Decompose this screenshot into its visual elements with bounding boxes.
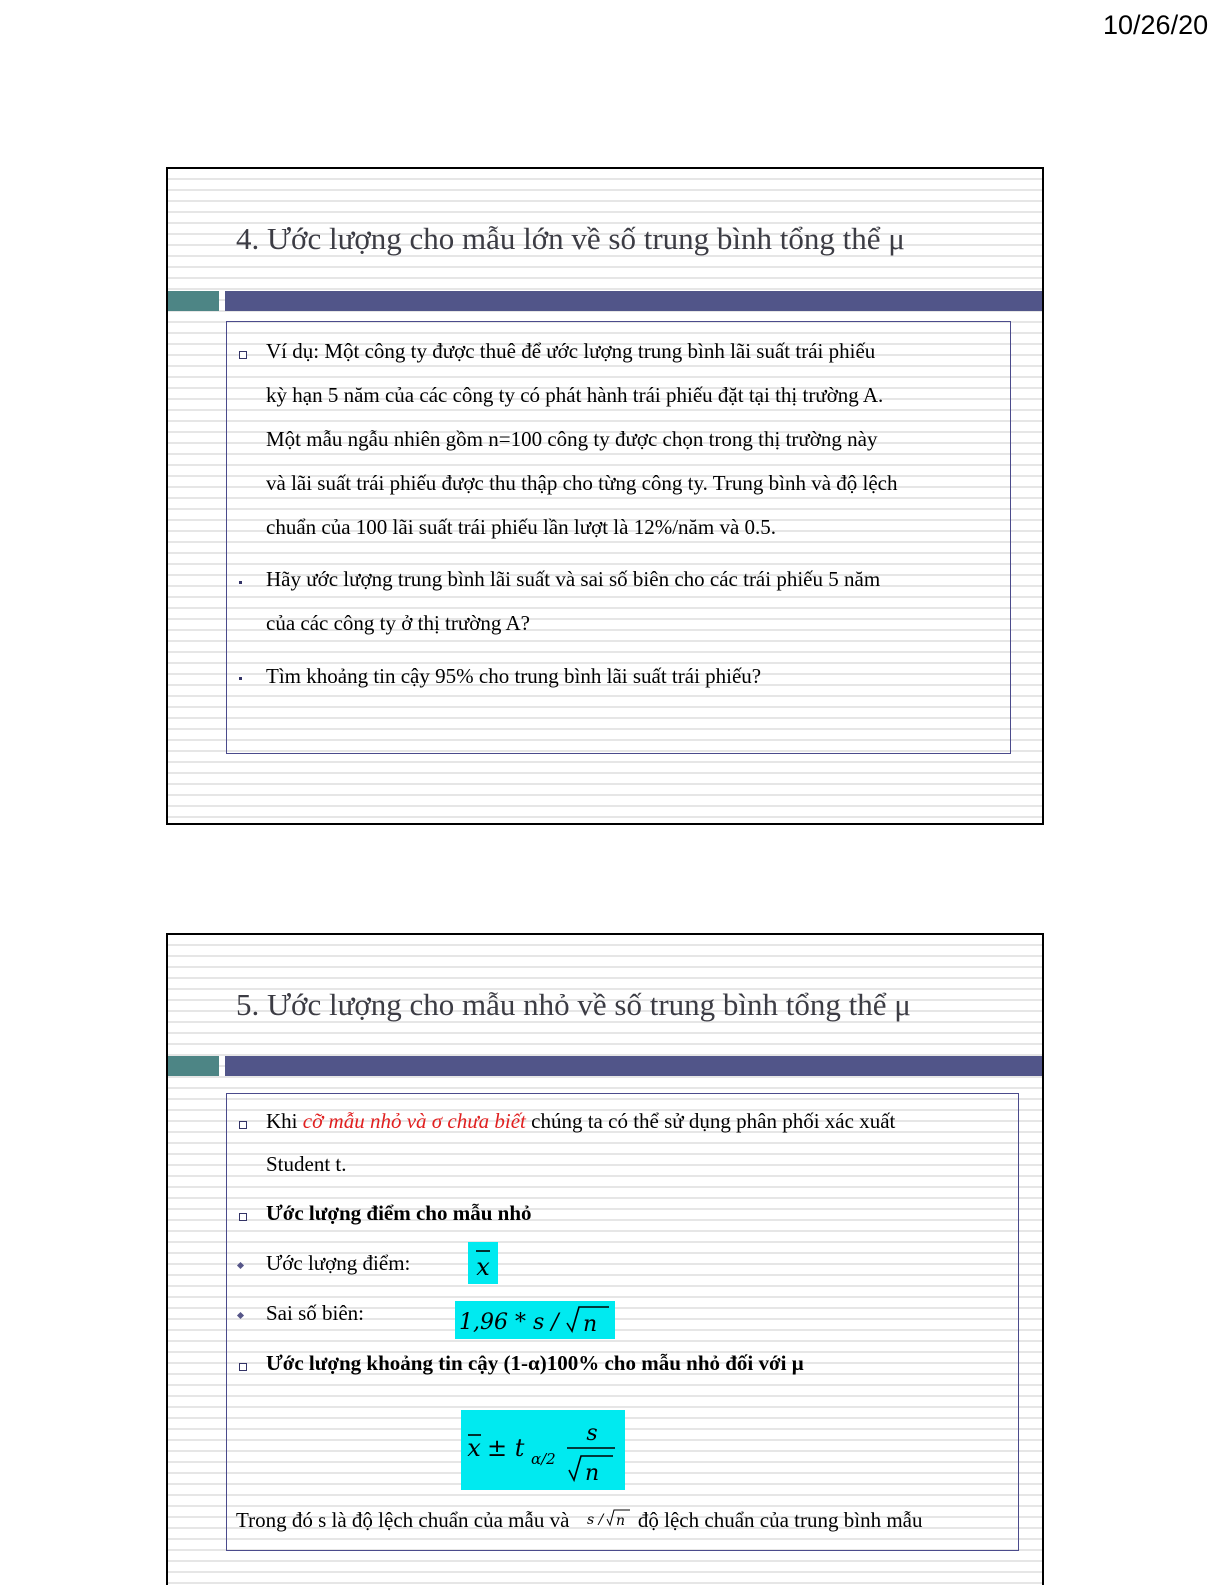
example-line-4: và lãi suất trái phiếu được thu thập cho từng công ty. Trung bình và độ lệch	[266, 471, 898, 495]
formula-ci-t: ± t	[487, 1434, 525, 1462]
question-1-line-1: Hãy ước lượng trung bình lãi suất và sai số biên cho các trái phiếu 5 năm	[266, 567, 881, 591]
footnote-formula	[575, 1505, 633, 1531]
formula-confidence-interval	[461, 1410, 625, 1490]
footnote-suffix: độ lệch chuẩn của trung bình mẫu	[632, 1508, 923, 1532]
intro-suffix: chúng ta có thể sử dụng phân phối xác xuất	[525, 1109, 896, 1133]
example-line-3: Một mẫu ngẫu nhiên gồm n=100 công ty được chọn trong thị trường này	[266, 427, 878, 451]
slide-title: 4. Ước lượng cho mẫu lớn về số trung bình tổng thể μ	[236, 221, 905, 256]
title-band	[225, 291, 1042, 311]
footnote-prefix: Trong đó s là độ lệch chuẩn của mẫu và	[236, 1508, 575, 1532]
heading-interval-estimate: Ước lượng khoảng tin cậy (1-α)100% cho mẫu nhỏ đối với μ	[266, 1351, 804, 1375]
formula-ci-subscript: α/2	[531, 1450, 556, 1468]
intro-highlight: cỡ mẫu nhỏ và σ chưa biết	[302, 1109, 526, 1133]
margin-label: Sai số biên:	[266, 1301, 364, 1325]
square-bullet-icon	[239, 1121, 247, 1129]
formula-margin-n: n	[583, 1312, 598, 1337]
formula-ci-numerator: s	[586, 1421, 598, 1446]
formula-ci-xbar: x	[467, 1434, 481, 1462]
formula-ci-denominator: n	[585, 1461, 600, 1486]
intro-line-1	[266, 1109, 895, 1134]
square-bullet-icon	[239, 1213, 247, 1221]
intro-prefix: Khi	[266, 1109, 303, 1133]
question-2: Tìm khoảng tin cậy 95% cho trung bình lãi suất trái phiếu?	[266, 664, 762, 688]
slide-title: 5. Ước lượng cho mẫu nhỏ về số trung bình tổng thể μ	[236, 987, 911, 1022]
slide-small-sample	[166, 933, 1044, 1585]
square-bullet-icon	[239, 1363, 247, 1371]
dot-bullet-icon	[239, 677, 242, 680]
formula-xbar	[468, 1242, 498, 1284]
intro-line-2: Student t.	[266, 1152, 347, 1176]
example-line-2: kỳ hạn 5 năm của các công ty có phát hành trái phiếu đặt tại thị trường A.	[266, 383, 884, 407]
title-band-accent	[168, 291, 219, 311]
point-estimate-label: Ước lượng điểm:	[266, 1251, 411, 1275]
formula-xbar-symbol: x	[476, 1253, 490, 1281]
heading-point-estimate: Ước lượng điểm cho mẫu nhỏ	[266, 1201, 532, 1225]
dot-bullet-icon	[239, 581, 242, 584]
example-line-1: Ví dụ: Một công ty được thuê để ước lượng trung bình lãi suất trái phiếu	[266, 339, 876, 363]
formula-margin-text: 1,96 * s /	[459, 1310, 559, 1335]
question-1-line-2: của các công ty ở thị trường A?	[266, 611, 530, 635]
title-band	[225, 1056, 1042, 1076]
slide-large-sample	[166, 167, 1044, 825]
square-bullet-icon	[239, 351, 247, 359]
footnote-formula-n: n	[615, 1513, 625, 1529]
formula-margin	[455, 1301, 615, 1339]
title-band-accent	[168, 1056, 219, 1076]
page-date: 10/26/20	[1103, 10, 1209, 40]
footnote	[236, 1505, 922, 1533]
footnote-formula-text: s /	[586, 1512, 604, 1528]
example-line-5: chuẩn của 100 lãi suất trái phiếu lần lượt là 12%/năm và 0.5.	[266, 515, 777, 539]
